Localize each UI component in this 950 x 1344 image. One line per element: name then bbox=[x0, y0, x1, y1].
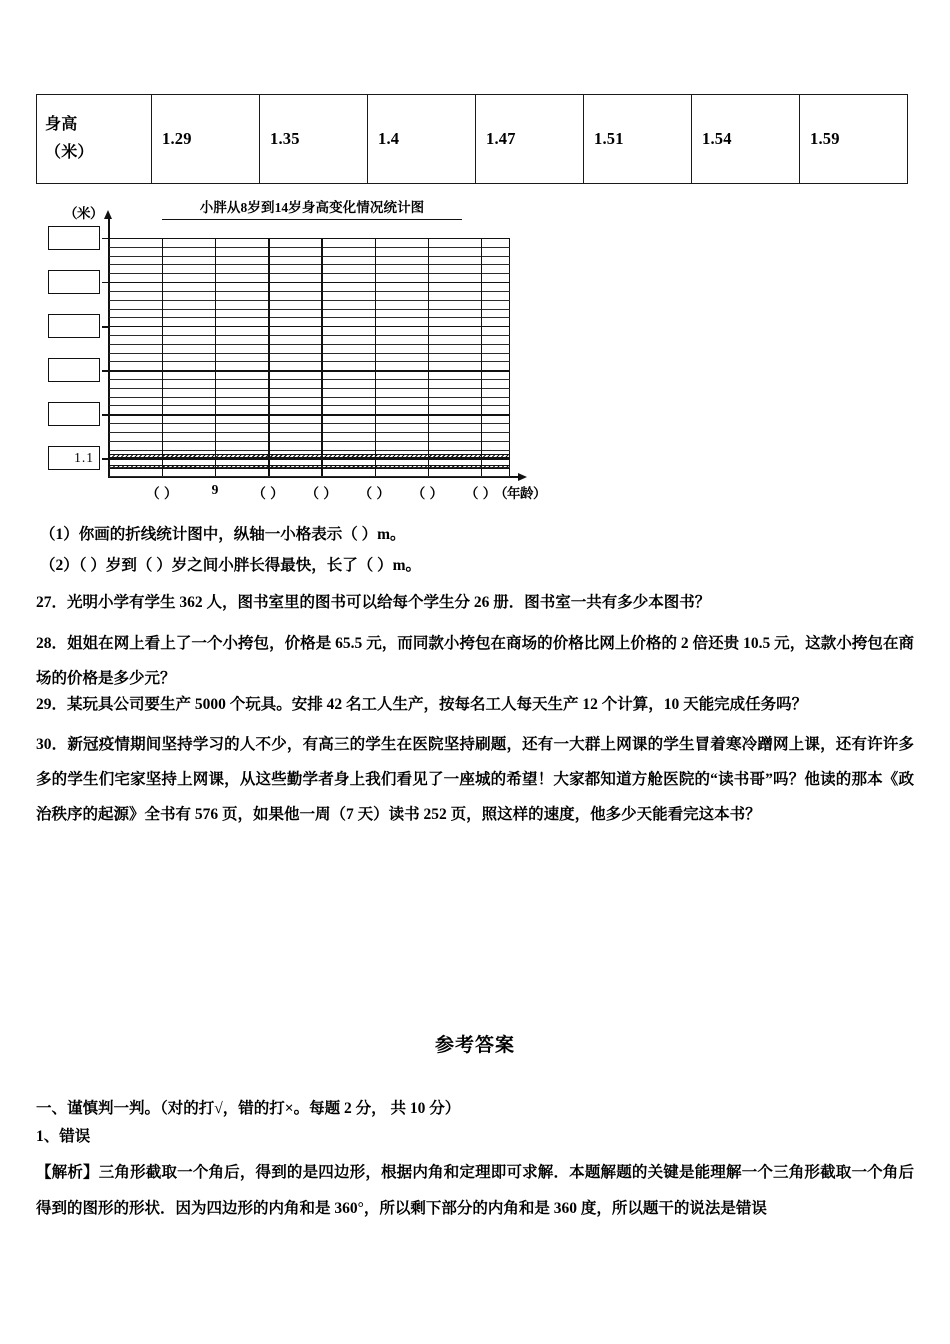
grid-vline bbox=[481, 238, 482, 476]
table-cell-height-6: 1.59 bbox=[800, 95, 908, 184]
table-row bbox=[37, 95, 908, 184]
table-cell-height-0: 1.29 bbox=[152, 95, 260, 184]
row-header-line2: （米） bbox=[45, 144, 94, 161]
chart-title: 小胖从8岁到14岁身高变化情况统计图 bbox=[162, 196, 462, 220]
y-axis-label-box-5[interactable]: 1.1 bbox=[48, 446, 100, 470]
table-row-header bbox=[37, 95, 152, 184]
grid-vline bbox=[162, 238, 163, 476]
x-axis-label-2[interactable]: （ ） bbox=[252, 486, 285, 501]
grid-hline bbox=[109, 238, 510, 239]
grid-vline bbox=[215, 238, 216, 476]
table-cell-height-4: 1.51 bbox=[584, 95, 692, 184]
question-29: 29．某玩具公司要生产 5000 个玩具。安排 42 名工人生产，按每名工人每天生产 12 个计算，10 天能完成任务吗？ bbox=[36, 696, 808, 713]
y-axis-label-box-2[interactable] bbox=[48, 314, 100, 338]
grid-hline bbox=[109, 353, 510, 354]
y-axis-tick-3 bbox=[102, 370, 109, 371]
x-axis-label-6[interactable]: （ ） bbox=[464, 486, 497, 501]
answers-section-title: 一、谨慎判一判。（对的打√，错的打×。每题 2 分， 共 10 分） bbox=[36, 1100, 461, 1117]
x-axis-label-3[interactable]: （ ） bbox=[305, 486, 338, 501]
answers-heading: 参考答案 bbox=[434, 1034, 515, 1056]
question-27: 27．光明小学有学生 362 人，图书室里的图书可以给每个学生分 26 册．图书室一共有多少本图书？ bbox=[36, 594, 711, 611]
x-axis-label-1[interactable]: 9 bbox=[211, 482, 219, 497]
table-cell-height-5: 1.54 bbox=[692, 95, 800, 184]
y-axis-tick-4 bbox=[102, 414, 109, 415]
grid-hline bbox=[109, 256, 510, 257]
grid-hline bbox=[109, 326, 510, 327]
grid-hline bbox=[109, 282, 510, 283]
axis-break-zigzag-0 bbox=[109, 454, 510, 458]
x-axis-name-label: （年龄） bbox=[494, 486, 547, 501]
y-axis-tick-1 bbox=[102, 282, 109, 283]
x-axis-label-0[interactable]: （ ） bbox=[146, 486, 179, 501]
grid-hline bbox=[109, 414, 510, 415]
grid-hline bbox=[109, 370, 510, 371]
y-axis-tick-0 bbox=[102, 238, 109, 239]
answer-analysis: 【解析】三角形截取一个角后，得到的是四边形，根据内角和定理即可求解．本题解题的关键是能理解一个三角形截取一个角后得到的图形的形状．因为四边形的内角和是 360°，所以剩下部分的内角和是 360 度，所以题干的说法是错误 bbox=[36, 1164, 914, 1217]
grid-hline bbox=[109, 300, 510, 301]
x-axis-labels bbox=[40, 482, 547, 508]
grid-hline bbox=[109, 344, 510, 345]
question-30: 30．新冠疫情期间坚持学习的人不少，有高三的学生在医院坚持刷题，还有一大群上网课的学生冒着寒冷蹭网上课，还有许许多多的学生们宅家坚持上网课，从这些勤学者身上我们看见了一座城的希望！大家都知道方舱医院的“读书哥”吗？他读的那本《政治秩序的起源》全书有 576 页，如果他一周（7 天）读书 252 页，照这样的速度，他多少天能看完这本书？ bbox=[36, 736, 914, 823]
grid-hline bbox=[109, 309, 510, 310]
grid-hline bbox=[109, 361, 510, 362]
grid-hline bbox=[109, 405, 510, 406]
chart-grid bbox=[109, 238, 510, 476]
grid-hline bbox=[109, 317, 510, 318]
line-chart-worksheet bbox=[40, 196, 547, 506]
row-header-line1: 身高 bbox=[45, 116, 78, 133]
grid-hline bbox=[109, 291, 510, 292]
grid-hline bbox=[109, 458, 510, 459]
y-axis-label-box-1[interactable] bbox=[48, 270, 100, 294]
sub-question-1: （1）你画的折线统计图中，纵轴一小格表示（ ）m。 bbox=[40, 526, 406, 543]
grid-hline bbox=[109, 476, 510, 477]
grid-hline bbox=[109, 423, 510, 424]
grid-hline bbox=[109, 450, 510, 451]
grid-hline bbox=[109, 335, 510, 336]
x-axis-label-5[interactable]: （ ） bbox=[411, 486, 444, 501]
table-cell-height-3: 1.47 bbox=[476, 95, 584, 184]
grid-hline bbox=[109, 432, 510, 433]
axis-break-zigzag-1 bbox=[109, 465, 510, 469]
grid-hline bbox=[109, 264, 510, 265]
height-table bbox=[36, 94, 908, 184]
table-cell-height-1: 1.35 bbox=[260, 95, 368, 184]
grid-vline bbox=[268, 238, 269, 476]
grid-hline bbox=[109, 247, 510, 248]
question-28: 28．姐姐在网上看上了一个小挎包，价格是 65.5 元，而同款小挎包在商场的价格比网上价格的 2 倍还贵 10.5 元，这款小挎包在商场的价格是多少元？ bbox=[36, 635, 914, 687]
x-axis-arrow-icon bbox=[518, 473, 527, 481]
chart-y-axis-unit-label: （米） bbox=[64, 206, 103, 221]
grid-hline bbox=[109, 397, 510, 398]
grid-vline bbox=[428, 238, 429, 476]
grid-vline bbox=[321, 238, 322, 476]
answer-item-1: 1、错误 bbox=[36, 1128, 91, 1145]
y-axis-tick-2 bbox=[102, 326, 109, 327]
y-axis-tick-5 bbox=[102, 458, 109, 459]
x-axis-label-4[interactable]: （ ） bbox=[358, 486, 391, 501]
table-cell-height-2: 1.4 bbox=[368, 95, 476, 184]
y-axis-label-box-4[interactable] bbox=[48, 402, 100, 426]
y-axis-label-box-0[interactable] bbox=[48, 226, 100, 250]
grid-hline bbox=[109, 379, 510, 380]
grid-hline bbox=[109, 273, 510, 274]
grid-hline bbox=[109, 441, 510, 442]
grid-vline bbox=[375, 238, 376, 476]
grid-hline bbox=[109, 388, 510, 389]
sub-question-2: （2）（ ）岁到（ ）岁之间小胖长得最快，长了（ ）m。 bbox=[40, 557, 422, 574]
y-axis-label-box-3[interactable] bbox=[48, 358, 100, 382]
